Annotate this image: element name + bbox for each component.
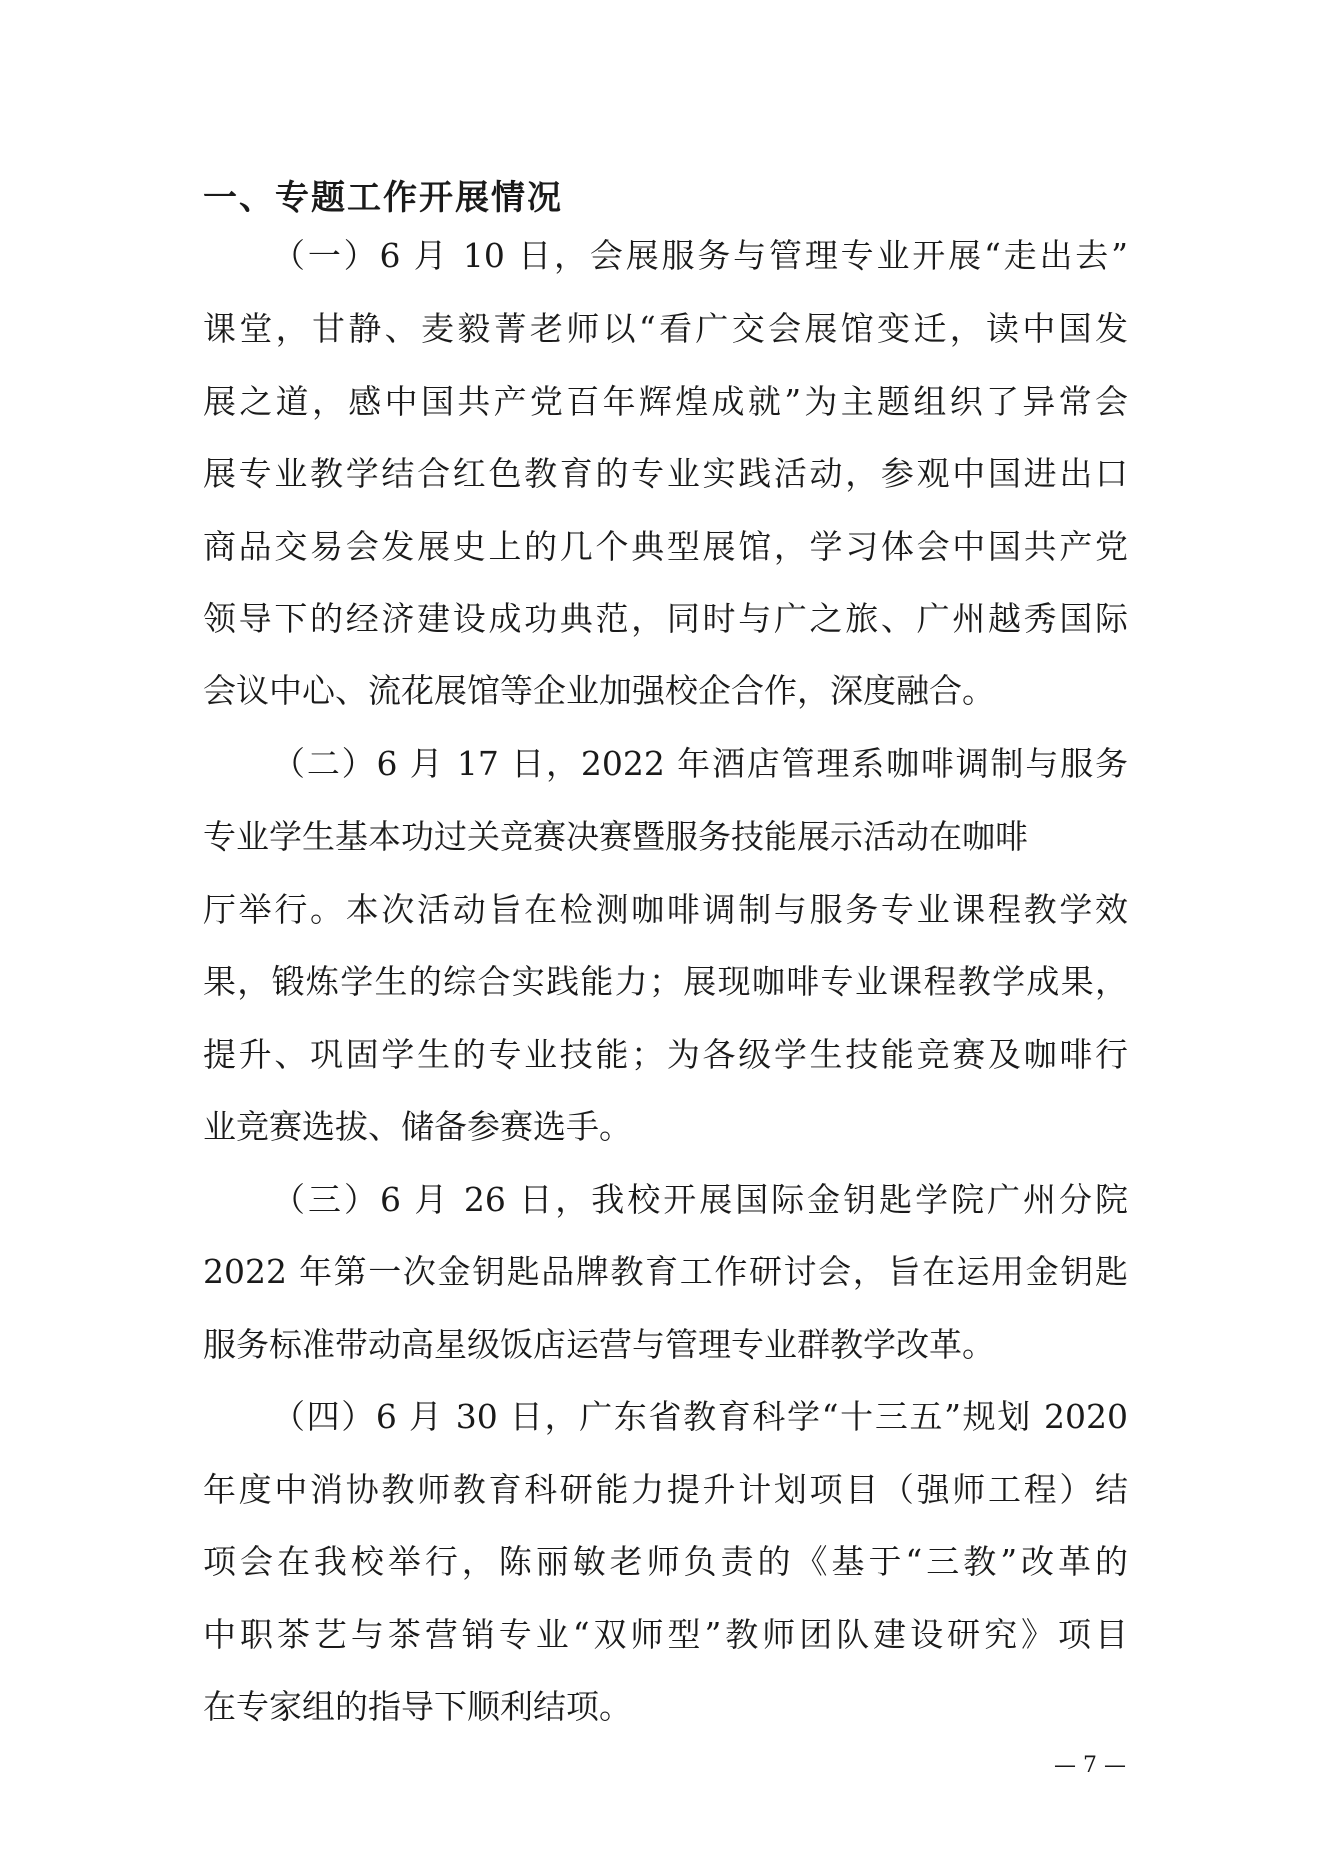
- paragraph-line: （四）6 月 30 日，广东省教育科学“十三五”规划 2020: [272, 1397, 1128, 1436]
- paragraph-line: 在专家组的指导下顺利结项。: [203, 1687, 632, 1726]
- paragraph-line: 会议中心、流花展馆等企业加强校企合作，深度融合。: [203, 671, 995, 710]
- paragraph-line: 年度中消协教师教育科研能力提升计划项目（强师工程）结: [203, 1470, 1128, 1509]
- paragraph-line: （三）6 月 26 日，我校开展国际金钥匙学院广州分院: [272, 1180, 1128, 1219]
- paragraph-line: 项会在我校举行，陈丽敏老师负责的《基于“三教”改革的: [203, 1542, 1128, 1581]
- paragraph-line: 果，锻炼学生的综合实践能力；展现咖啡专业课程教学成果，: [203, 962, 1128, 1001]
- paragraph-line: （一）6 月 10 日，会展服务与管理专业开展“走出去”: [272, 236, 1128, 275]
- paragraph-line: 服务标准带动高星级饭店运营与管理专业群教学改革。: [203, 1325, 995, 1364]
- section-heading: 一、专题工作开展情况: [203, 178, 563, 218]
- paragraph-line: 中职茶艺与茶营销专业“双师型”教师团队建设研究》项目: [203, 1615, 1128, 1654]
- page-number: — 7 —: [1054, 1753, 1126, 1778]
- paragraph-line: 展专业教学结合红色教育的专业实践活动，参观中国进出口: [203, 454, 1128, 493]
- paragraph-line: 业竞赛选拔、储备参赛选手。: [203, 1107, 632, 1146]
- paragraph-line: 提升、巩固学生的专业技能；为各级学生技能竞赛及咖啡行: [203, 1035, 1128, 1074]
- paragraph-line: 展之道，感中国共产党百年辉煌成就”为主题组织了异常会: [203, 382, 1128, 421]
- paragraph-line: 商品交易会发展史上的几个典型展馆，学习体会中国共产党: [203, 527, 1128, 566]
- paragraph-line: 课堂，甘静、麦毅菁老师以“看广交会展馆变迁，读中国发: [203, 309, 1128, 348]
- paragraph-line: 领导下的经济建设成功典范，同时与广之旅、广州越秀国际: [203, 599, 1128, 638]
- paragraph-line: 2022 年第一次金钥匙品牌教育工作研讨会，旨在运用金钥匙: [203, 1252, 1128, 1291]
- paragraph-line: 专业学生基本功过关竞赛决赛暨服务技能展示活动在咖啡: [203, 817, 1028, 856]
- paragraph-line: 厅举行。本次活动旨在检测咖啡调制与服务专业课程教学效: [203, 890, 1128, 929]
- paragraph-line: （二）6 月 17 日，2022 年酒店管理系咖啡调制与服务: [272, 744, 1128, 783]
